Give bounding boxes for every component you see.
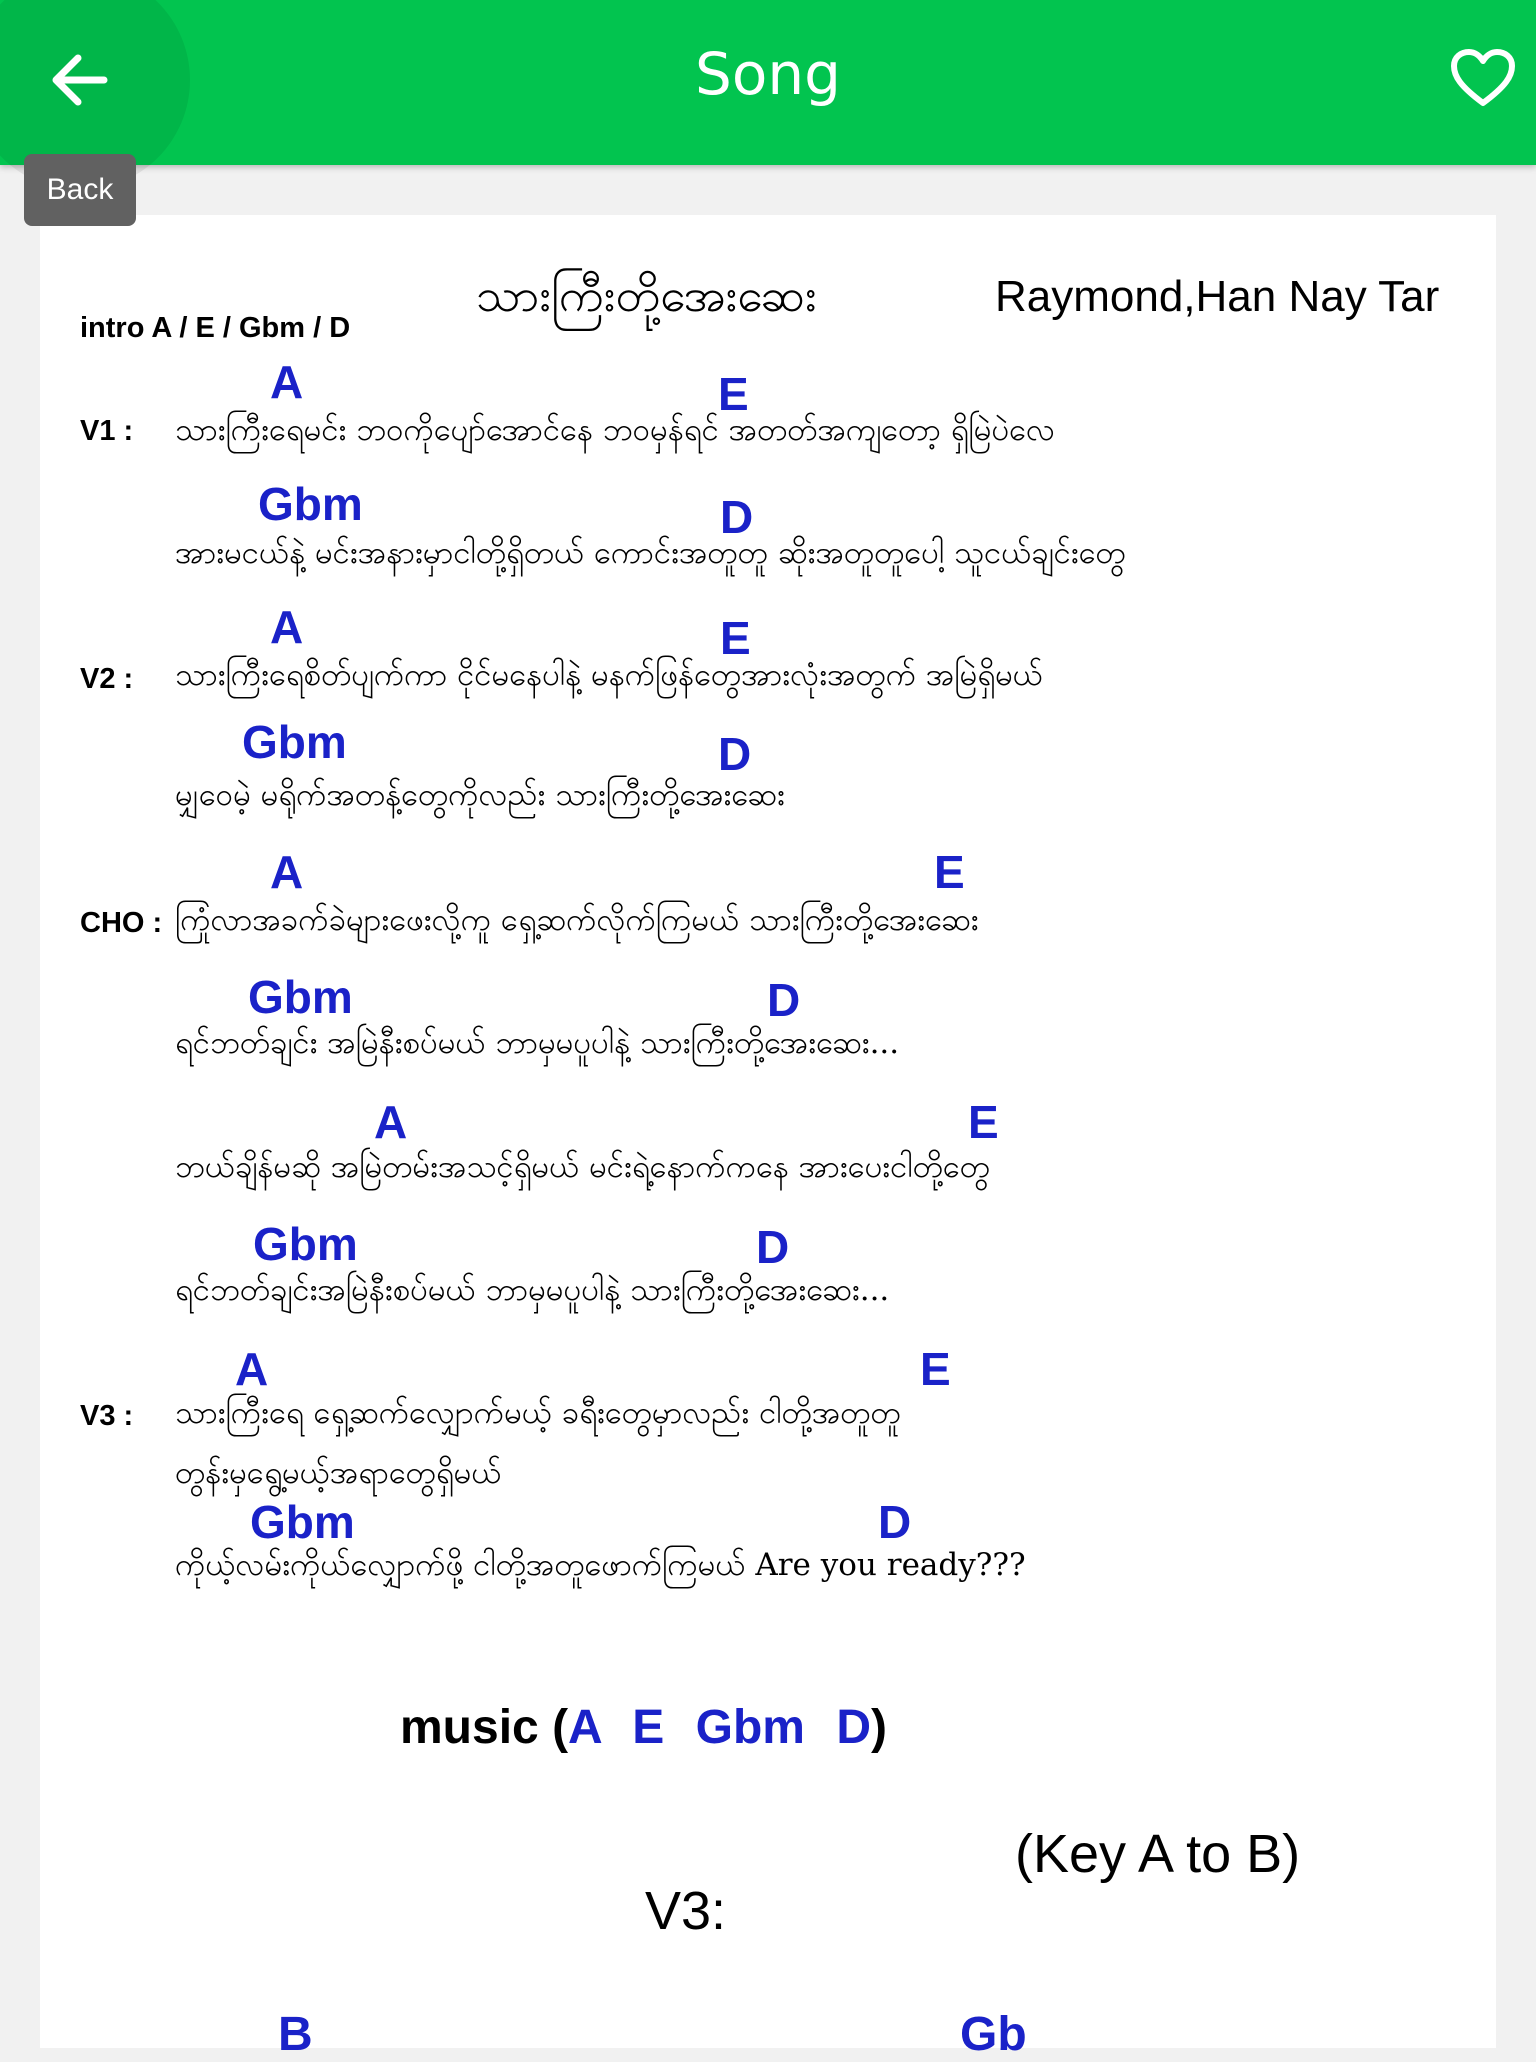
- back-tooltip: Back: [24, 154, 136, 226]
- music-chord: D: [836, 1701, 871, 1754]
- lyric-line: သားကြီးရေစိတ်ပျက်ကာ ငိုင်မနေပါနဲ့ မနက်ဖြန်တွေအားလုံးအတွက် အမြဲရှိမယ်: [175, 657, 1043, 693]
- lyric-line: အားမငယ်နဲ့ မင်းအနားမှာငါတို့ရှိတယ် ကောင်းအတူတူ ဆိုးအတူတူပေါ့ သူငယ်ချင်းတွေ: [175, 535, 1126, 571]
- chord: Gbm: [248, 971, 353, 1023]
- page-title: Song: [695, 40, 841, 108]
- heart-outline-icon: [1450, 48, 1516, 108]
- chord: D: [718, 728, 752, 780]
- music-line: [400, 1700, 887, 1755]
- lyric-line: ကိုယ့်လမ်းကိုယ်လျှောက်ဖို့ ငါတို့အတူဖောက်ကြမယ် Are you ready???: [175, 1547, 1026, 1583]
- lyric-line: ဘယ်ချိန်မဆို အမြဲတမ်းအသင့်ရှိမယ် မင်းရဲ့နောက်ကနေ အားပေးငါတို့တွေ: [175, 1149, 990, 1185]
- lyric-line: မျှဝေမဲ့ မရိုက်အတန့်တွေကိုလည်း သားကြီးတို့အေးဆေး: [175, 777, 785, 813]
- chord: E: [968, 1096, 999, 1148]
- section-label-v1: V1 :: [80, 415, 134, 447]
- chord: A: [270, 356, 304, 408]
- app-bar: [0, 0, 1536, 165]
- chord: B: [278, 2008, 313, 2061]
- chord: Gbm: [258, 478, 363, 530]
- chord: E: [718, 368, 749, 420]
- lyric-line: ကြုံလာအခက်ခဲများဖေးလို့ကူ ရှေ့ဆက်လိုက်ကြမယ် သားကြီးတို့အေးဆေး: [175, 902, 979, 938]
- song-title: သားကြီးတို့အေးဆေး: [476, 268, 817, 322]
- chord: D: [878, 1496, 912, 1548]
- music-chord: Gbm: [695, 1701, 805, 1754]
- lyric-line: ရင်ဘတ်ချင်းအမြဲနီးစပ်မယ် ဘာမှမပူပါနဲ့ သားကြီးတို့အေးဆေး...: [175, 1272, 890, 1308]
- lyric-line: တွန်းမှရွေ့မယ့်အရာတွေရှိမယ်: [175, 1455, 502, 1491]
- chord: E: [934, 846, 965, 898]
- section-label-v2: V2 :: [80, 663, 134, 695]
- music-suffix: ): [871, 1701, 887, 1754]
- chord: Gbm: [250, 1496, 355, 1548]
- chord: Gbm: [253, 1218, 358, 1270]
- chord: E: [920, 1343, 951, 1395]
- chord: D: [756, 1221, 790, 1273]
- chord: A: [374, 1096, 408, 1148]
- v3-label: V3:: [645, 1881, 727, 1941]
- music-chord: E: [632, 1701, 665, 1754]
- chord: A: [270, 601, 304, 653]
- lyric-line: ရင်ဘတ်ချင်း အမြဲနီးစပ်မယ် ဘာမှမပူပါနဲ့ သားကြီးတို့အေးဆေး...: [175, 1025, 900, 1061]
- chord: E: [720, 612, 751, 664]
- music-prefix: music (: [400, 1701, 569, 1754]
- music-chord: A: [568, 1701, 601, 1754]
- song-artist: Raymond,Han Nay Tar: [995, 272, 1440, 321]
- chord: Gbm: [242, 716, 347, 768]
- chord: A: [270, 846, 304, 898]
- section-label-v3: V3 :: [80, 1400, 134, 1432]
- chord: D: [767, 974, 801, 1026]
- key-note: (Key A to B): [1015, 1824, 1301, 1884]
- intro-line: intro A / E / Gbm / D: [80, 312, 351, 344]
- chord: Gb: [960, 2008, 1027, 2061]
- song-sheet: [40, 215, 1496, 2061]
- chord: D: [720, 491, 754, 543]
- section-label-cho: CHO :: [80, 907, 163, 939]
- lyric-line: သားကြီးရေမင်း ဘဝကိုပျော်အောင်နေ ဘဝမှန်ရင် အတတ်အကျတော့ ရှိမြဲပဲလေ: [175, 412, 1056, 448]
- chord: A: [235, 1343, 269, 1395]
- favorite-button[interactable]: [1440, 35, 1525, 120]
- lyric-line: သားကြီးရေ ရှေ့ဆက်လျှောက်မယ့် ခရီးတွေမှာလည်း ငါတို့အတူတူ: [175, 1395, 901, 1431]
